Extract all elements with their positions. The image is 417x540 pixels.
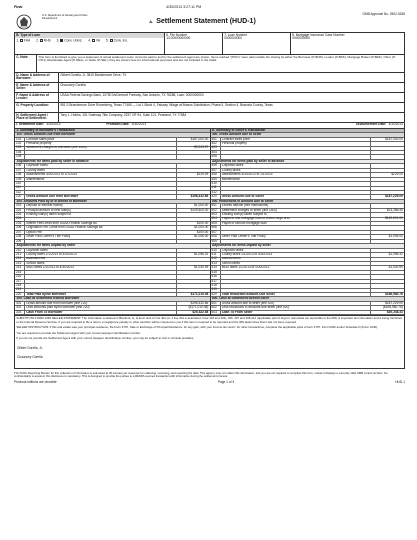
line-description: Settlement charges to seller (line 1400): [221, 208, 278, 212]
line-number: 110: [15, 182, 25, 185]
line-number: 520: [211, 293, 221, 296]
line-number: 408: [211, 173, 221, 176]
tin-text-2: If you do not provide the Settlement Agent with your correct taxpayer identification number, you may be subject to civil or criminal penalties.: [16, 335, 195, 340]
line-description: Maintenance: [221, 177, 240, 181]
loan-type-row: [15, 33, 404, 55]
line-description: Principal amount of new loan(s): [26, 208, 71, 212]
line-description: Gross Amount Due from Borrower: [26, 195, 79, 199]
line-number: 201: [15, 204, 25, 207]
line-amount: $1,006.00: [176, 235, 210, 238]
line-description: Gross amount due to seller (line 420): [221, 301, 275, 305]
line-description: Existing loan(s) taken subject to: [221, 213, 267, 217]
seller-info-label: E. Name & Address of Seller:: [15, 83, 59, 92]
line-description: Total Reduction Amount Due Seller: [221, 292, 275, 296]
loan-type-options: [16, 39, 163, 43]
line-amount: $25,422.58: [176, 311, 210, 314]
final-label: Final: [14, 5, 23, 10]
line-description: Assessments 4/30/2013 to 1/1/2014: [26, 173, 78, 177]
line-number: 109: [15, 178, 25, 181]
borrower-info-row: [15, 73, 404, 83]
note-row: [15, 55, 404, 73]
line-number: 108: [15, 173, 25, 176]
line-number: 302: [15, 306, 25, 309]
section-header: 200. Amounts Paid by or in Behalf of Borrower: [15, 200, 210, 204]
line-number: 506: [211, 226, 221, 229]
line-description: Existing loan(s) taken subject to: [26, 213, 72, 217]
subsection-header: Adjustments for items unpaid by seller: [211, 244, 405, 248]
section-header: 400. Gross Amount Due to Seller: [211, 133, 405, 137]
line-number: 405: [211, 155, 221, 158]
line-number: 603: [211, 311, 221, 314]
line-number: 112: [15, 191, 25, 194]
form-id: HUD-1: [395, 379, 405, 384]
mic-cell: [291, 33, 404, 54]
disbursement-date: 4/30/2013: [388, 122, 403, 127]
line-description: Less amounts paid by/for borrower (line 220): [26, 306, 90, 310]
line-amount: [176, 151, 210, 154]
line-amount: $187,229.09: [370, 195, 404, 198]
line-amount: $1,056.32: [370, 253, 404, 256]
line-amount: $149,601.00: [370, 218, 404, 221]
property-info-value: 951 S Brandemore Drive Rosenberg, Texas 77469 — Lot 1 Block 4, Fairway Village at Brazos Subdivision, Phase II, Section 4, Brazoria County, Texas: [60, 102, 273, 107]
borrower-signature-name: Gilbert Gorella, Jr.: [17, 346, 43, 351]
line-number: 205: [15, 222, 25, 225]
line-number: 404: [211, 151, 221, 154]
line-number: 519: [211, 289, 221, 292]
summary-line: [211, 311, 405, 315]
property-info-label: G. Property Location:: [15, 103, 59, 112]
line-number: 411: [211, 187, 221, 190]
line-amount: [370, 280, 404, 283]
hud-seal-icon: [16, 14, 38, 30]
line-amount: [370, 275, 404, 278]
checkbox-conv-ins[interactable]: [110, 39, 113, 42]
line-number: 208: [15, 235, 25, 238]
line-amount: $196,432.66: [176, 302, 210, 305]
top-row: [14, 4, 405, 11]
borrower-info-label: D. Name & Address of Borrower:: [15, 73, 59, 82]
seller-instruction-text: SELLER INSTRUCTION: If this real estate was your principal residence, file Form 4797, Sale or Exchange of Principal Residence, for any gain, with your income tax return; for other transactions, complete the applicable parts of form 4797, Form 6252 and/or Schedule D (Form 1040).: [16, 324, 379, 329]
loan-opt-conv-ins[interactable]: 5. Conv. Ins.: [106, 38, 128, 43]
line-amount: [176, 182, 210, 185]
line-description: Gross Amount Due to Seller: [221, 195, 265, 199]
substitute-1099-text: SUBSTITUTE FORM 1099 SELLER STATEMENT: The information contained in Blocks E, G, H and I and on line 401 (or, if line 401 is asterisked, lines 403 and 404), 406, 407 and 408-412 (applicable part of buyer's real estate tax reportable to the IRS) is important tax information and is being furnished to the Internal Revenue Service. If you are required to file a return, a negligence penalty or other sanction will be imposed on you if this item is required to be reported and the IRS determines that it has not been reported.: [15, 315, 404, 326]
line-amount: $13,286.45: [370, 209, 404, 212]
file-number-cell: [165, 33, 223, 54]
line-number: 509: [211, 240, 221, 243]
line-number: 514: [211, 266, 221, 269]
subsection-header: Adjustments for items paid by seller in advance: [211, 160, 405, 164]
line-amount: [176, 275, 210, 278]
line-amount: $1,000.00: [176, 204, 210, 207]
line-description: Total Paid by/for Borrower: [26, 292, 66, 296]
property-info-row: [15, 103, 404, 113]
line-amount: ($166,980.76): [370, 306, 404, 309]
line-number: 515: [211, 271, 221, 274]
loan-number-label: 7. Loan Number: [224, 33, 248, 37]
proration-date: 4/30/2013: [131, 122, 146, 127]
line-number: 303: [15, 311, 25, 314]
line-number: 410: [211, 182, 221, 185]
line-number: 218: [15, 284, 25, 287]
line-description: Maintenance: [26, 177, 45, 181]
borrower-signature-block: [15, 342, 404, 351]
loan-opt-va[interactable]: 4. VA: [88, 38, 101, 43]
lender-info-label: F. Name & Address of Lender:: [15, 93, 59, 102]
line-amount: [370, 240, 404, 243]
line-amount: [176, 271, 210, 274]
lender-info-value: USAA Federal Savings Bank, 10750 McDermott Freeway, San Antonio, TX 78288, Loan: 0000000000: [60, 92, 204, 97]
line-amount: [370, 142, 404, 145]
line-description: Origination Fee Credit from USAA Federal Savings Bk: [26, 226, 103, 230]
pra-statement: The Public Reporting Burden for this collection of information is estimated at 35 minutes per response for collecting, reviewing, and reporting the data. This agency may not collect this information, and you are not required to complete this form, unless it displays a currently valid OMB control number. No confidentiality is assured; this disclosure is mandatory. This is designed to provide the parties to a RESPA covered transaction with information during the settlement process.: [14, 370, 388, 379]
line-amount: $149,600.00: [176, 209, 210, 212]
line-amount: [370, 178, 404, 181]
line-number: 213: [15, 262, 25, 265]
line-number: 216: [15, 275, 25, 278]
page-footer: [14, 381, 405, 385]
line-description: Cash From To Borrower: [26, 310, 63, 314]
line-description: Payoff of second mortgage loan: [221, 221, 267, 225]
mic-label: 8. Mortgage Insurance Case Number: [292, 33, 345, 37]
line-amount: $171,010.08: [176, 293, 210, 296]
line-number: 420: [211, 195, 221, 198]
line-number: 105: [15, 155, 25, 158]
note-text: This form is furnished to give you a statement of actual settlement costs. Amounts paid to and by the settlement agent are shown. Items marked "(POC)" were paid outside the closing by either the Borrower (P-BOR), Lender (P-BRK), Mortgage Broker (P-BRK), Other (P-OTH), Real Estate Agent (P-REA), or Seller (P-SEL); they are shown here for informational purposes and are not included in the totals.: [38, 55, 396, 63]
line-amount: [370, 271, 404, 274]
line-amount: [370, 187, 404, 190]
line-description: Contract sales price: [26, 137, 55, 141]
note-label: C. Note:: [15, 55, 37, 72]
line-number: 602: [211, 306, 221, 309]
line-number: 120: [15, 195, 25, 198]
agent-info-label: H. Settlement Agent / Place of Settlement:: [15, 113, 59, 122]
line-number: 512: [211, 258, 221, 261]
loan-number-value: 0000000000: [224, 36, 242, 41]
line-amount: [176, 240, 210, 243]
line-amount: [176, 164, 210, 167]
line-number: 206: [15, 226, 25, 229]
seller-info-row: [15, 83, 404, 93]
line-amount: $1,006.00: [370, 235, 404, 238]
line-number: 505: [211, 222, 221, 225]
line-description: Cash To From Seller: [221, 310, 253, 314]
line-amount: [176, 280, 210, 283]
line-number: 107: [15, 169, 25, 172]
section-header: 500. Reductions In Amount Due to Seller: [211, 200, 405, 204]
line-amount: [176, 178, 210, 181]
line-number: 601: [211, 302, 221, 305]
line-description: MUD taxes 1/1/2013 to 4/30/2013: [26, 266, 74, 270]
line-number: 518: [211, 284, 221, 287]
line-number: 510: [211, 249, 221, 252]
loan-number-cell: [223, 33, 291, 54]
loan-opt-rhs[interactable]: 2. RHS: [36, 38, 51, 43]
tin-text-1: You are required to provide the Settlement Agent with your correct taxpayer identification number.: [16, 331, 141, 336]
line-amount: [176, 258, 210, 261]
line-number: 503: [211, 213, 221, 216]
form-title: [90, 12, 315, 32]
line-amount: $1,056.32: [176, 253, 210, 256]
agent-info-value: Tony L. Hobbs, 151 Gateway Title Company, 2257 CR 94, Suite 101, Pearland, TX 77584: [60, 112, 187, 117]
line-number: 508: [211, 235, 221, 238]
summary-title: J. Summary of Borrower's Transaction: [15, 129, 210, 133]
line-number: 402: [211, 142, 221, 145]
line-description: City/town taxes: [221, 248, 244, 252]
footer-left: Previous editions are obsolete: [14, 379, 57, 384]
section-header: 300. Cash at Settlement from/to Borrower: [15, 297, 210, 301]
seller-signature-block: [15, 351, 404, 360]
line-amount: $229.09: [370, 173, 404, 176]
line-number: 104: [15, 151, 25, 154]
line-number: 111: [15, 187, 25, 190]
line-number: 407: [211, 169, 221, 172]
line-number: 203: [15, 213, 25, 216]
line-description: Assessments: [221, 257, 241, 261]
line-number: 501: [211, 204, 221, 207]
line-amount: $187,229.09: [370, 302, 404, 305]
line-description: School taxes: [221, 261, 240, 265]
line-description: County taxes 1/1/2013 to 4/30/2013: [221, 252, 273, 256]
line-amount: [370, 182, 404, 185]
line-amount: $166,980.76: [370, 293, 404, 296]
line-number: 401: [211, 138, 221, 141]
line-description: School taxes: [26, 261, 45, 265]
line-description: Gross amount due from borrower (line 120): [26, 301, 88, 305]
line-amount: $196,432.66: [176, 195, 210, 198]
subsection-header: Adjustments for items unpaid by seller: [15, 244, 210, 248]
line-description: Contract sales price: [221, 137, 250, 141]
line-amount: [370, 258, 404, 261]
loan-type-cell: [15, 33, 165, 54]
line-amount: $229.09: [176, 173, 210, 176]
line-description: MUD taxes 1/1/2013 to 4/30/2013: [221, 266, 270, 270]
line-description: Less reductions in amounts due seller (line 520): [221, 306, 290, 310]
line-amount: $100.00: [176, 231, 210, 234]
line-amount: [370, 164, 404, 167]
line-number: 215: [15, 271, 25, 274]
line-number: 101: [15, 138, 25, 141]
form-title-text: Settlement Statement (HUD-1): [156, 17, 256, 25]
line-amount: [370, 151, 404, 154]
line-amount: [370, 147, 404, 150]
seller-signature-name: Chauncey Gorella: [17, 355, 43, 360]
line-description: Assessments 4/30/2013 to 1/1/2014: [221, 173, 273, 177]
line-description: Seller Paid Owner's Title Policy: [26, 235, 71, 239]
line-description: Interim Fee/Credit from USAA Federal Savings Bk: [26, 221, 97, 225]
line-amount: $1,000.00: [176, 226, 210, 229]
line-amount: $9,203.57: [176, 147, 210, 150]
line-number: 209: [15, 240, 25, 243]
summary-title: K. Summary of Seller's Transaction: [211, 129, 405, 133]
line-number: 217: [15, 280, 25, 283]
line-number: 517: [211, 280, 221, 283]
line-description: Deposit or earnest money: [26, 204, 63, 208]
line-description: Personal property: [221, 142, 247, 146]
line-number: 511: [211, 253, 221, 256]
line-number: 507: [211, 231, 221, 234]
line-number: 406: [211, 164, 221, 167]
loan-type-label: B. Type of Loan: [15, 33, 164, 38]
line-number: 102: [15, 142, 25, 145]
line-description: City/town taxes: [26, 248, 48, 252]
line-description: Personal property: [26, 142, 52, 146]
mic-value: 0000000000: [292, 36, 310, 41]
line-number: 220: [15, 293, 25, 296]
line-number: 210: [15, 249, 25, 252]
line-description: Assessments: [26, 257, 46, 261]
disbursement-date-label: Disbursement Date:: [356, 122, 387, 127]
line-description: Payoff of first mortgage loan to Wells Fargo 5/11: [221, 217, 290, 221]
line-amount: [370, 226, 404, 229]
line-number: 504: [211, 218, 221, 221]
omb-number: OMB Approval No. 2502-0265: [362, 12, 405, 16]
settlement-date-label: I. Settlement Date:: [16, 122, 44, 127]
line-description: Settlement charges to borrower (line 1400): [26, 146, 87, 150]
seller-info-value: Chauncey Gorella: [60, 82, 86, 87]
line-description: City/town taxes: [221, 164, 244, 168]
line-description: Seller Paid Owner's Title Policy: [221, 235, 266, 239]
line-number: 211: [15, 253, 25, 256]
checkbox-rhs[interactable]: [40, 39, 43, 42]
section-header: 100. Gross Amount Due from Borrower: [15, 133, 210, 137]
lender-info-row: [15, 93, 404, 103]
loan-opt-fha[interactable]: 1. FHA: [16, 38, 31, 43]
line-number: 212: [15, 258, 25, 261]
line-amount: $1,030.99: [176, 266, 210, 269]
line-amount: [176, 155, 210, 158]
line-number: 516: [211, 275, 221, 278]
borrower-summary: [15, 129, 210, 315]
line-number: 502: [211, 209, 221, 212]
subsection-header: Adjustments for items paid by seller in advance: [15, 160, 210, 164]
line-description: Option Fee: [26, 230, 42, 234]
settlement-date: 4/30/2013: [46, 122, 61, 127]
line-number: 513: [211, 262, 221, 265]
dept-name: U.S. Department of Housing and Urban Development: [42, 14, 88, 20]
line-description: County taxes 1/1/2013 to 4/30/2013: [26, 252, 77, 256]
line-number: 103: [15, 147, 25, 150]
line-number: 219: [15, 289, 25, 292]
line-amount: [176, 187, 210, 190]
line-number: 106: [15, 164, 25, 167]
agent-info-row: [15, 113, 404, 123]
line-amount: [370, 155, 404, 158]
seller-summary: [210, 129, 405, 315]
line-number: 412: [211, 191, 221, 194]
line-amount: [370, 284, 404, 287]
checkbox-conv-unins[interactable]: [60, 39, 63, 42]
line-number: 409: [211, 178, 221, 181]
section-header: 600. Cash at Settlement to/from Seller: [211, 297, 405, 301]
line-number: 214: [15, 266, 25, 269]
page-number: Page 1 of 3: [217, 379, 235, 384]
proration-date-label: Proration Date:: [106, 122, 130, 127]
line-amount: [176, 284, 210, 287]
checkbox-fha[interactable]: [20, 39, 23, 42]
line-amount: $187,000.00: [370, 138, 404, 141]
summary-line: [15, 311, 210, 315]
line-number: 403: [211, 147, 221, 150]
print-datetime: 4/30/2013 3:27:11 PM: [166, 5, 202, 10]
line-number: 207: [15, 231, 25, 234]
checkbox-va[interactable]: [92, 39, 95, 42]
line-number: 204: [15, 218, 25, 221]
line-amount: $187,000.00: [176, 138, 210, 141]
line-number: 301: [15, 302, 25, 305]
line-amount: $100.00: [176, 222, 210, 225]
line-number: 202: [15, 209, 25, 212]
line-description: County taxes: [26, 168, 45, 172]
line-description: County taxes: [221, 168, 241, 172]
form-header: [14, 12, 405, 32]
file-number-label: 6. File Number: [166, 33, 188, 37]
line-description: Excess deposit (see instructions): [221, 204, 269, 208]
file-number-value: 13-00000000000: [166, 36, 191, 41]
line-amount: [370, 222, 404, 225]
line-amount: $1,030.99: [370, 266, 404, 269]
section-letter-a: A.: [149, 18, 154, 24]
line-amount: [176, 213, 210, 216]
loan-opt-conv-unins[interactable]: 3. Conv. Unins.: [56, 38, 83, 43]
transaction-summaries: [15, 129, 404, 315]
line-amount: $20,248.33: [370, 311, 404, 314]
borrower-info-value: Gilbert Gorella, Jr. 3815 Brandemore Drive, TX: [60, 72, 127, 77]
form-body: [14, 32, 405, 369]
line-amount: ($171,010.08): [176, 306, 210, 309]
line-description: City/town taxes: [26, 164, 48, 168]
